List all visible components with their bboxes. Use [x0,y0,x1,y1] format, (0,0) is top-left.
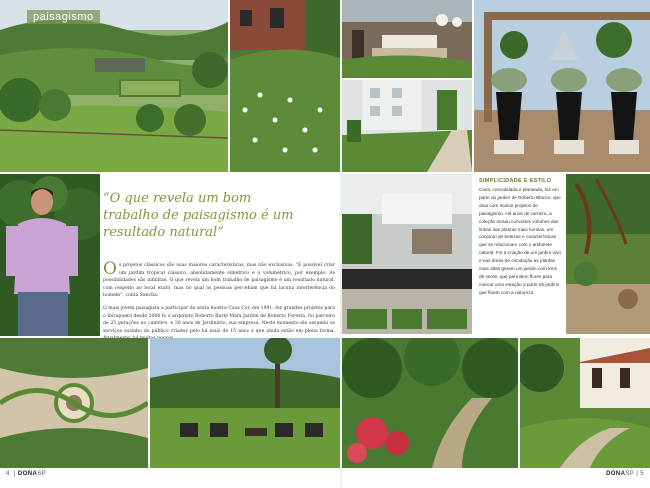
sidebar-text: Casa, consolidada e planeada, faz em parte do jardim de Roberto Blanco, que atua com muitos projetos de paisagismo. Há anos de carreira, a coleção incluiu conceitos volumes das linhas das plantas mais bonitas, um conjunto de belezas e características que se relacionam com o ambiente natural. Foi a criação de um jardim vivo, e nas áreas de circulação as plantas mais altas geram um jardim com tons de verde, que permitem flores para marcar uma estação a partir de jardins que fluem com a natureza. [479,187,563,295]
photo-garden-sculpture [566,174,650,334]
brand-left-suffix: SP [37,471,47,477]
photo-modern-house-deck [342,174,472,334]
drop-cap: O [103,259,117,279]
photo-colonial-house-garden [520,338,650,468]
sidebar-title: SIMPLICIDADE E ESTILO [479,178,552,184]
footer-left: 4 | DONASP [6,471,47,477]
photo-rooftop-lounge [342,0,472,78]
pull-quote: “O que revela um bom trabalho de paisagismo é um resultado natural” [103,191,294,240]
section-tag: paisagismo [27,10,100,24]
article-paragraph-1-text: s projetos clássicos são suas maiores características, mas não exclusivas. “É possível criar um jardim tropical clássico, absolutamente simétrico e o volumétrico, por exemplo. As possibilidades são infinitas. O que revela um bom trabalho de paisagismo é um resultado natural, com respeito ao local exato, mas no qual as pessoas percebam que há lacuna interferência do homem”, conta Sancha. [103,263,335,299]
photo-estate-landscape [0,0,228,172]
brand-left: DONA [17,471,38,477]
photo-lawn-chairs [150,338,340,468]
photo-landscaper-portrait [0,174,100,336]
photo-tropical-garden-path [342,338,518,468]
brand-right: DONA [606,471,626,477]
photo-terrace-black-pots [474,0,650,172]
page-number-left: 4 [6,471,10,477]
photo-house-white-flowers [230,0,340,172]
sidebar-box [479,178,563,297]
footer-right: DONASP | 5 [606,471,644,477]
page-number-right: 5 [640,471,644,477]
photo-condo-garden-path [342,80,472,172]
article-paragraph-2: O mais jovem paisagista a participar da sexta mostra Casa Cor, em 1991, fez grandes projetos para o Ibirapuera desde 2006 fo o arquiteto Roberto Burle Marx Jardim de Roberto Foresta, foi parceiro de 25 gerações no canteiro, e 30 anos de Jardinário, sua empresa. Neste momento ele assumiu os serviços sozinho do público criados pelo há mais de 15 anos e que ainda estão em plena forma. [103,305,335,334]
article-body [103,259,335,348]
article-paragraph-1 [103,259,335,300]
photo-formal-garden-aerial [0,338,148,468]
brand-right-suffix: SP [625,471,635,477]
